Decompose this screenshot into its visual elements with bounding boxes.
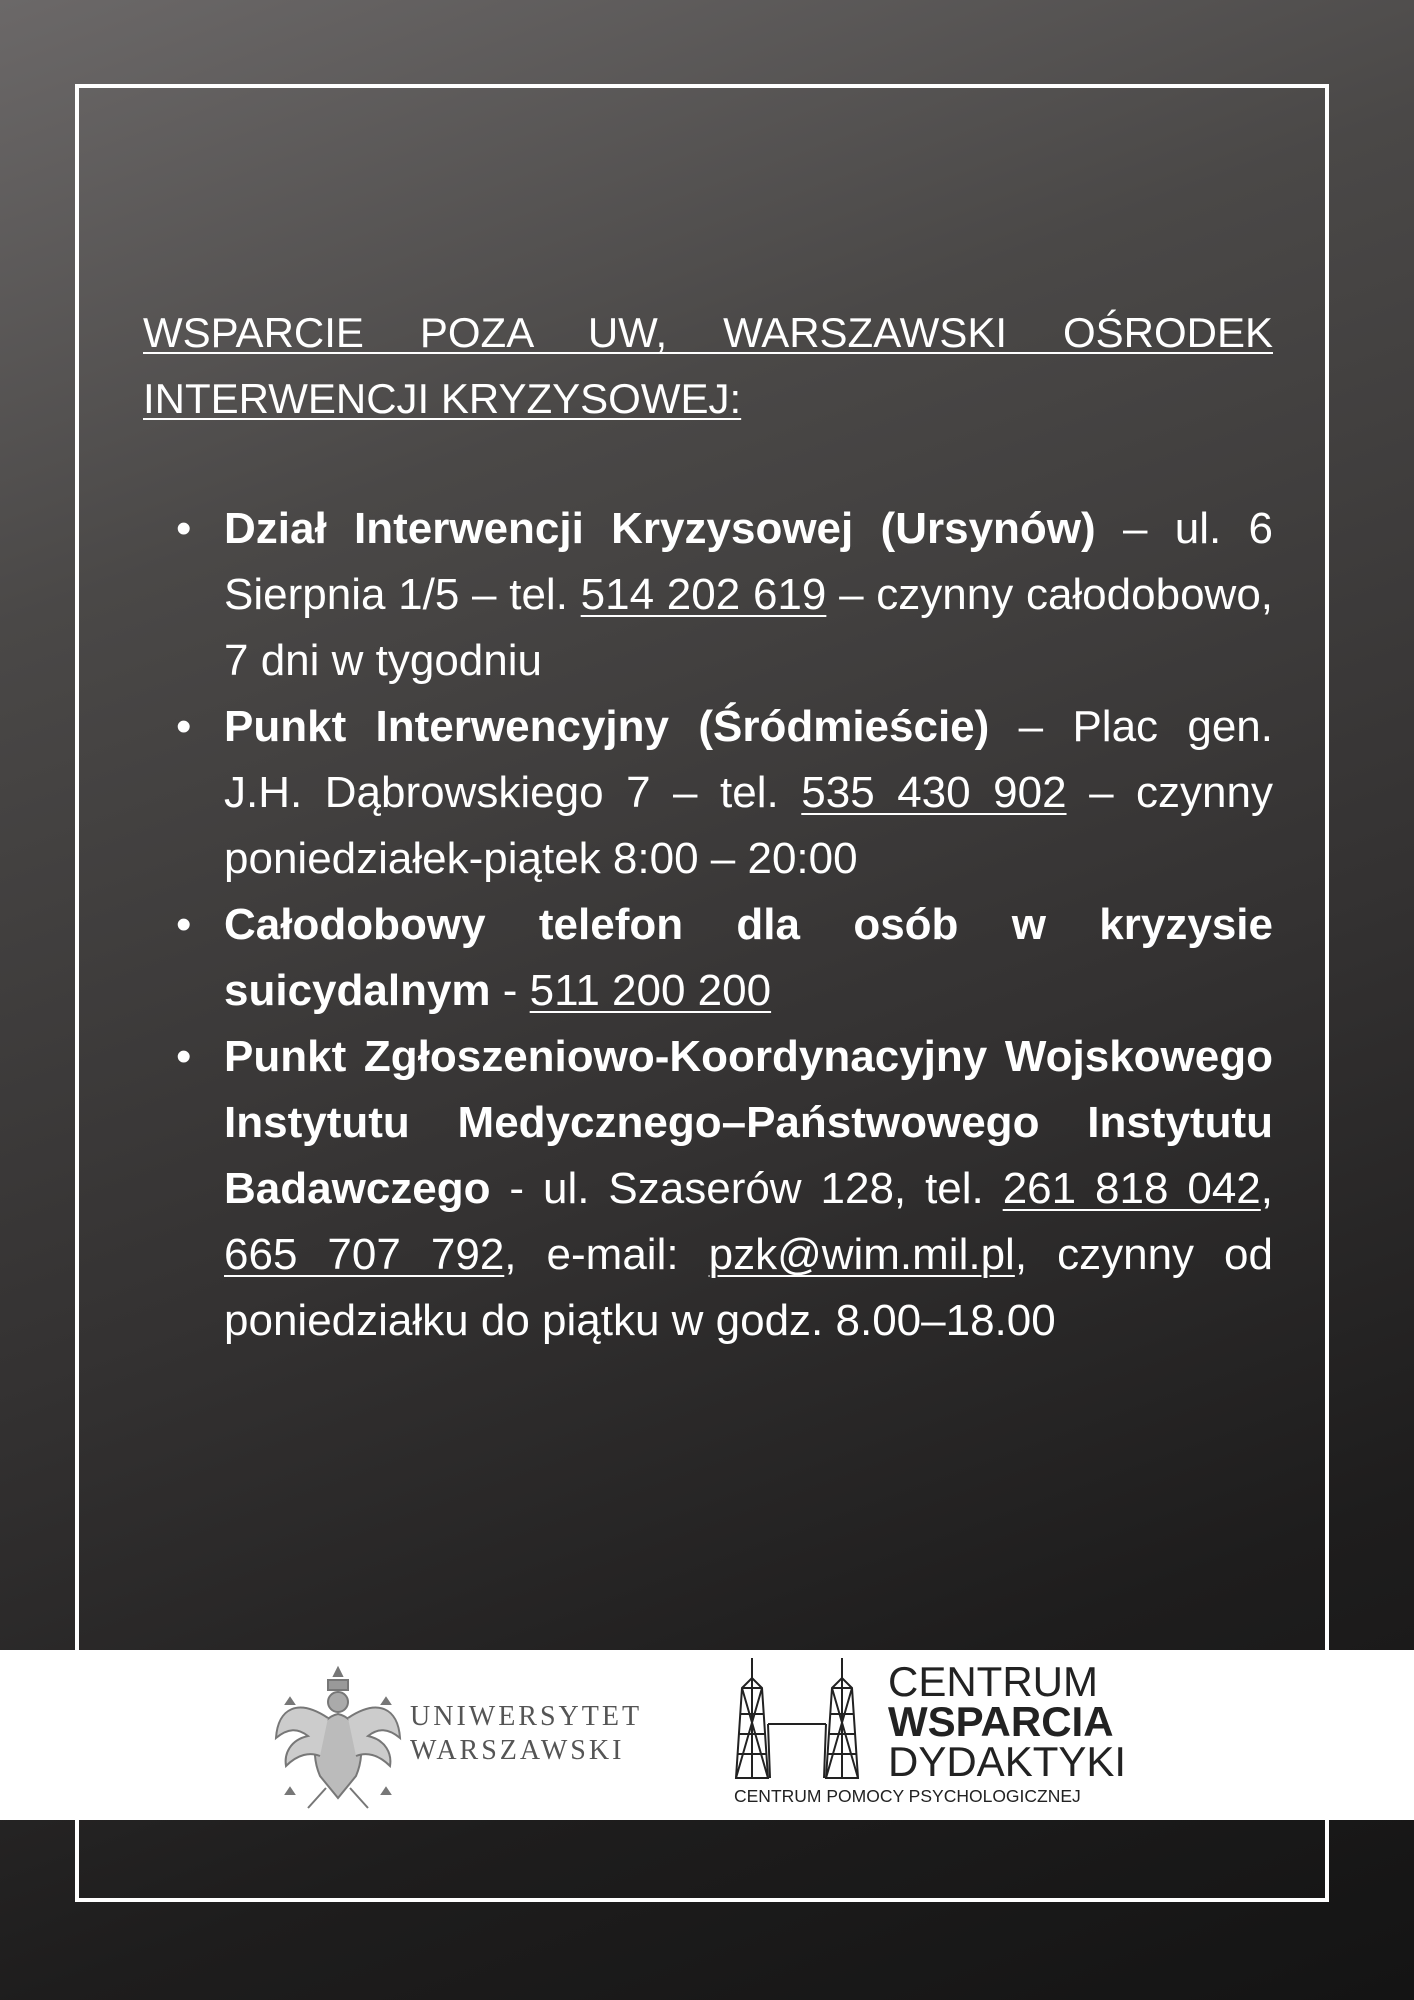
- item-text: – czynny całodobowo, 7 dni w tygodniu: [224, 570, 1274, 685]
- cwd-line-1: CENTRUM: [888, 1658, 1098, 1705]
- cwd-logo-text: [888, 1658, 1128, 1785]
- list-item: [176, 892, 1273, 1024]
- phone-link[interactable]: 261 818 042: [1002, 1164, 1261, 1213]
- uw-logo-text: [410, 1700, 670, 1768]
- item-title: Całodobowy telefon dla osób w kryzysie suicydalnym: [224, 900, 1273, 1015]
- page-heading: WSPARCIE POZA UW, WARSZAWSKI OŚRODEK INTERWENCJI KRYZYSOWEJ:: [143, 309, 1273, 422]
- email-link[interactable]: pzk@wim.mil.pl: [708, 1230, 1015, 1279]
- phone-link[interactable]: 514 202 619: [580, 570, 827, 619]
- item-title: Punkt Interwencyjny (Śródmieście): [224, 702, 990, 751]
- list-item: [176, 1024, 1273, 1354]
- phone-link[interactable]: 511 200 200: [529, 966, 772, 1015]
- bullet-icon: •: [176, 900, 192, 949]
- eagle-emblem-icon: [268, 1658, 408, 1816]
- list-item: [176, 496, 1274, 694]
- bullet-icon: •: [176, 1032, 192, 1081]
- uw-line-1: UNIWERSYTET: [410, 1701, 643, 1732]
- cwd-line-3: DYDAKTYKI: [888, 1738, 1127, 1785]
- item-text: – czynny poniedziałek-piątek 8:00 – 20:00: [224, 768, 1273, 883]
- item-text: , e-mail:: [504, 1230, 709, 1279]
- bullet-icon: •: [176, 702, 192, 751]
- support-list: [176, 496, 1274, 1354]
- phone-link[interactable]: 535 430 902: [801, 768, 1067, 817]
- item-title: Dział Interwencji Kryzysowej (Ursynów): [224, 504, 1096, 553]
- item-text: – ul. 6 Sierpnia 1/5 – tel.: [224, 504, 1273, 619]
- phone-link[interactable]: 665 707 792: [224, 1230, 505, 1279]
- bullet-icon: •: [176, 504, 192, 553]
- item-text: , czynny od poniedziałku do piątku w godz. 8.00–18.00: [224, 1230, 1273, 1345]
- footer-logo-bar: [0, 1650, 1414, 1820]
- uw-line-2: WARSZAWSKI: [410, 1735, 625, 1766]
- item-text: - ul. Szaserów 128, tel.: [490, 1164, 1003, 1213]
- item-text: -: [490, 966, 530, 1015]
- cwd-line-2: WSPARCIA: [888, 1698, 1114, 1745]
- towers-logo-icon: [734, 1654, 874, 1780]
- item-text: ,: [1260, 1164, 1273, 1213]
- list-item: [176, 694, 1274, 892]
- item-text: – Plac gen. J.H. Dąbrowskiego 7 – tel.: [224, 702, 1274, 817]
- cwd-subtitle: CENTRUM POMOCY PSYCHOLOGICZNEJ: [734, 1786, 1081, 1806]
- item-title: Punkt Zgłoszeniowo-Koordynacyjny Wojskowego Instytutu Medycznego–Państwowego Instytutu Badawczego: [224, 1032, 1273, 1213]
